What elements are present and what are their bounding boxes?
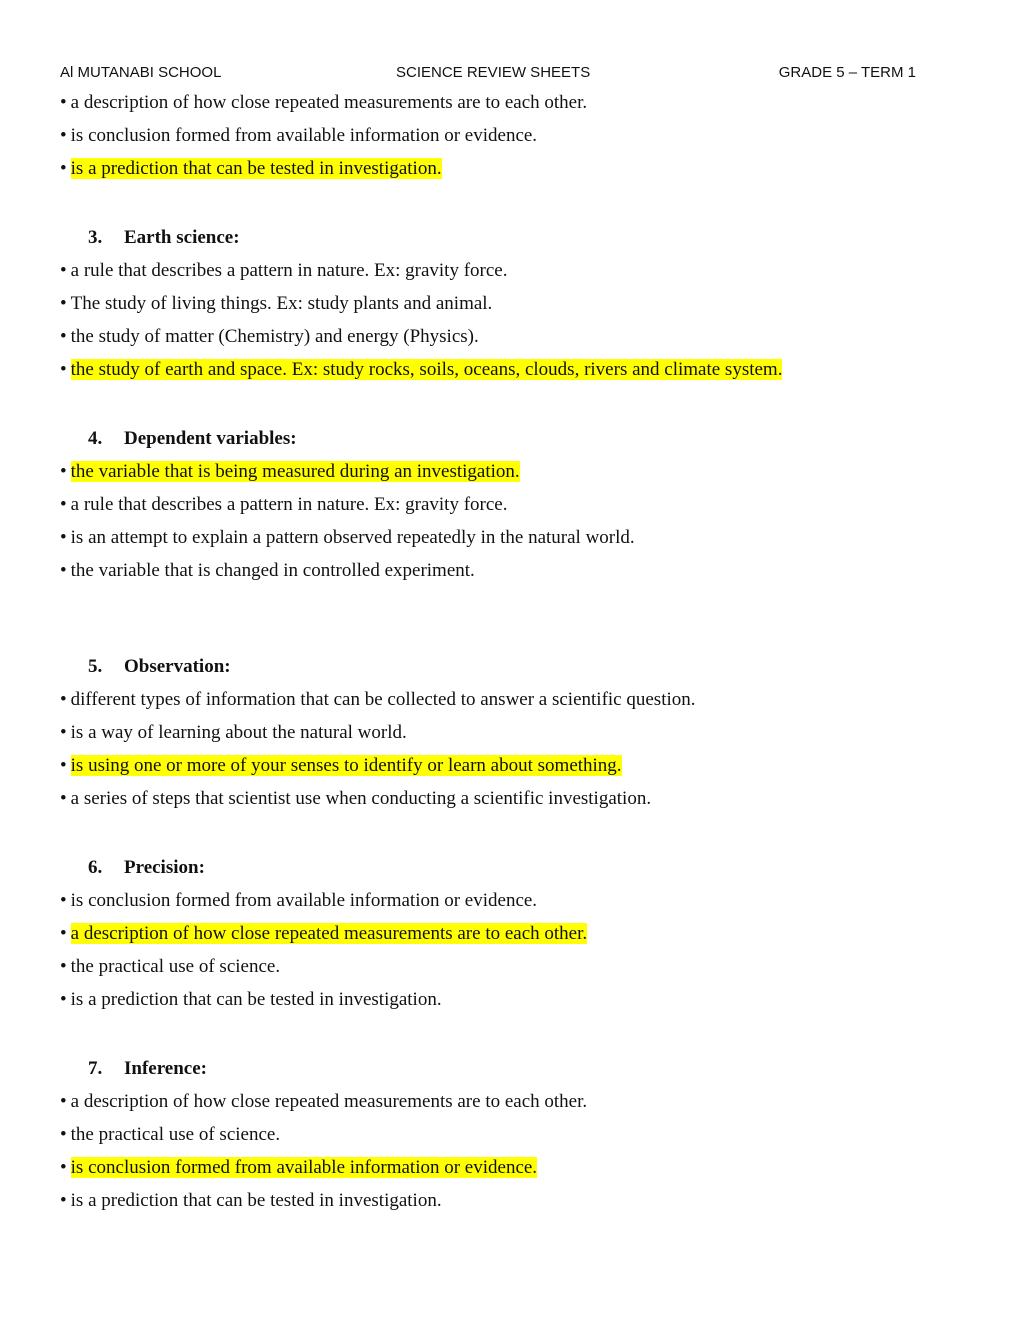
option-item: [60, 716, 960, 749]
bullet: •: [60, 755, 67, 776]
question-number: 6.: [88, 857, 103, 878]
option-item: [60, 287, 960, 320]
option-text: is conclusion formed from available information or evidence.: [70, 890, 538, 911]
bullet: •: [60, 326, 67, 347]
question-number: 7.: [88, 1058, 103, 1079]
option-item: [60, 119, 960, 152]
option-item: [60, 521, 960, 554]
option-item: [60, 950, 960, 983]
option-text: different types of information that can be collected to answer a scientific question.: [70, 689, 696, 710]
option-item: [60, 683, 960, 716]
option-item-correct: [60, 1151, 960, 1184]
highlighted-answer: a description of how close repeated measurements are to each other.: [70, 923, 588, 944]
bullet: •: [60, 560, 67, 581]
option-text: the practical use of science.: [70, 956, 281, 977]
page-header: [60, 64, 916, 86]
bullet: •: [60, 1124, 67, 1145]
question-number: 4.: [88, 428, 103, 449]
option-item: [60, 1118, 960, 1151]
option-item-correct: [60, 455, 960, 488]
question-term: Dependent variables:: [124, 428, 297, 449]
review-content: [60, 86, 960, 1217]
option-item: [60, 884, 960, 917]
option-text: is an attempt to explain a pattern observed repeatedly in the natural world.: [70, 527, 635, 548]
option-text: a rule that describes a pattern in nature. Ex: gravity force.: [70, 494, 508, 515]
bullet: •: [60, 1157, 67, 1178]
bullet: •: [60, 92, 67, 113]
option-text: The study of living things. Ex: study plants and animal.: [70, 293, 493, 314]
bullet: •: [60, 923, 67, 944]
option-text: is a prediction that can be tested in investigation.: [70, 989, 442, 1010]
bullet: •: [60, 359, 67, 380]
bullet: •: [60, 527, 67, 548]
option-text: is a way of learning about the natural world.: [70, 722, 407, 743]
option-item: [60, 254, 960, 287]
question-heading: [60, 1052, 960, 1085]
bullet: •: [60, 1190, 67, 1211]
option-text: is conclusion formed from available information or evidence.: [70, 125, 538, 146]
bullet: •: [60, 461, 67, 482]
option-item-correct: [60, 917, 960, 950]
bullet: •: [60, 788, 67, 809]
grade-term: GRADE 5 – TERM 1: [778, 64, 916, 81]
option-text: a description of how close repeated measurements are to each other.: [70, 1091, 588, 1112]
option-text: the practical use of science.: [70, 1124, 281, 1145]
question-term: Precision:: [124, 857, 205, 878]
sheet-title: SCIENCE REVIEW SHEETS: [396, 64, 591, 81]
option-text: is a prediction that can be tested in investigation.: [70, 1190, 442, 1211]
question-heading: [60, 422, 960, 455]
question-heading: [60, 851, 960, 884]
bullet: •: [60, 989, 67, 1010]
option-text: a rule that describes a pattern in nature. Ex: gravity force.: [70, 260, 508, 281]
bullet: •: [60, 689, 67, 710]
bullet: •: [60, 494, 67, 515]
question-term: Earth science:: [124, 227, 240, 248]
option-text: a description of how close repeated measurements are to each other.: [70, 92, 588, 113]
option-item-correct: [60, 152, 960, 185]
option-item: [60, 1184, 960, 1217]
school-name: Al MUTANABI SCHOOL: [60, 64, 222, 81]
option-item: [60, 983, 960, 1016]
highlighted-answer: is a prediction that can be tested in investigation.: [70, 158, 442, 179]
question-heading: [60, 221, 960, 254]
option-item: [60, 320, 960, 353]
bullet: •: [60, 158, 67, 179]
option-item: [60, 782, 960, 815]
option-item-correct: [60, 749, 960, 782]
option-item: [60, 1085, 960, 1118]
question-term: Observation:: [124, 656, 231, 677]
bullet: •: [60, 722, 67, 743]
question-number: 5.: [88, 656, 103, 677]
option-text: the study of matter (Chemistry) and energy (Physics).: [70, 326, 479, 347]
highlighted-answer: the study of earth and space. Ex: study rocks, soils, oceans, clouds, rivers and climate system.: [70, 359, 783, 380]
option-item: [60, 554, 960, 587]
bullet: •: [60, 890, 67, 911]
bullet: •: [60, 1091, 67, 1112]
highlighted-answer: the variable that is being measured during an investigation.: [70, 461, 520, 482]
bullet: •: [60, 260, 67, 281]
option-item-correct: [60, 353, 960, 386]
question-heading: [60, 650, 960, 683]
question-number: 3.: [88, 227, 103, 248]
option-item: [60, 86, 960, 119]
bullet: •: [60, 293, 67, 314]
option-item: [60, 488, 960, 521]
highlighted-answer: is conclusion formed from available information or evidence.: [70, 1157, 538, 1178]
bullet: •: [60, 125, 67, 146]
question-term: Inference:: [124, 1058, 208, 1079]
highlighted-answer: is using one or more of your senses to identify or learn about something.: [70, 755, 622, 776]
option-text: the variable that is changed in controlled experiment.: [70, 560, 475, 581]
bullet: •: [60, 956, 67, 977]
option-text: a series of steps that scientist use when conducting a scientific investigation.: [70, 788, 652, 809]
